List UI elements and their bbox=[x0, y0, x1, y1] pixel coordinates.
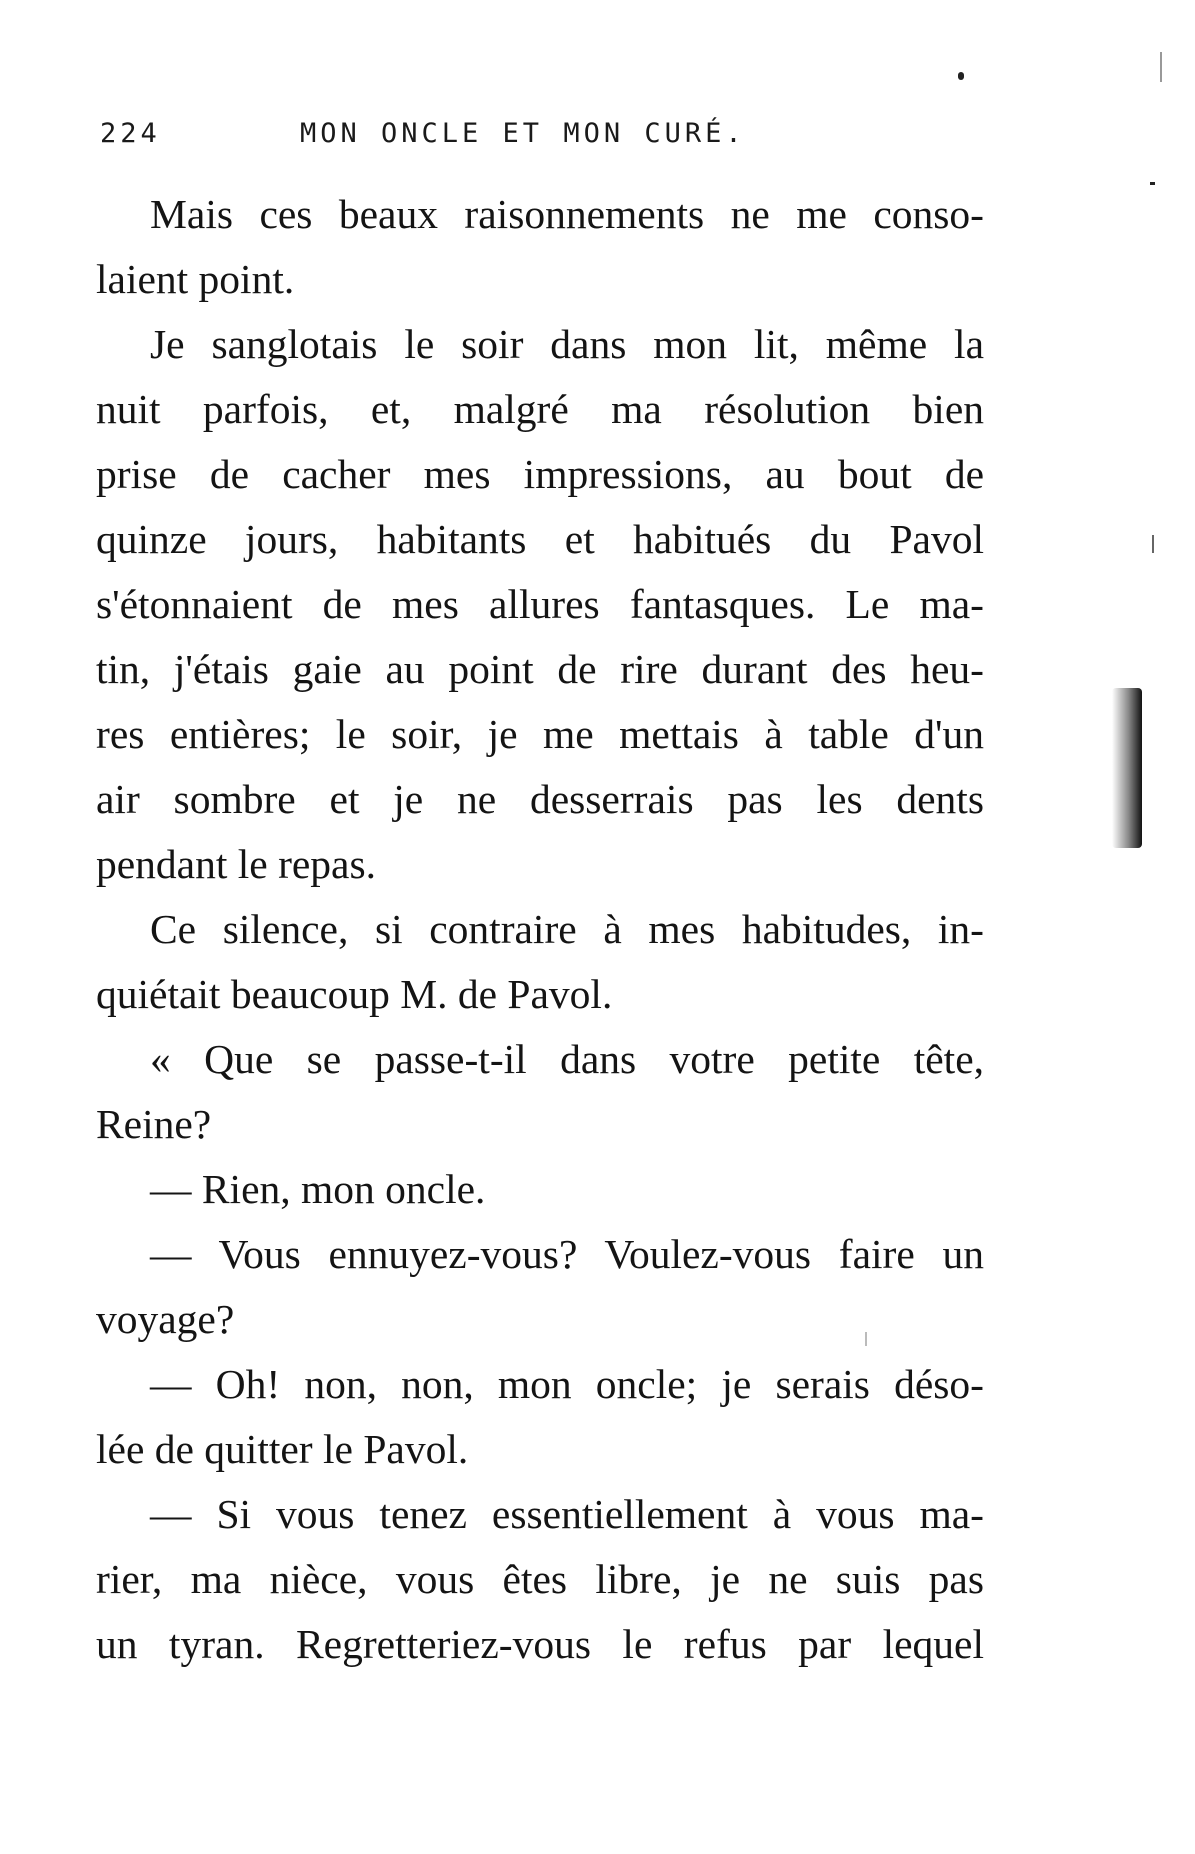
paragraph bbox=[96, 1027, 984, 1157]
text-line: un tyran. Regretteriez-vous le refus par lequel bbox=[96, 1621, 984, 1667]
text-line: Reine? bbox=[96, 1101, 212, 1147]
paragraph bbox=[96, 1482, 984, 1677]
paragraph bbox=[96, 1222, 984, 1352]
text-line: res entières; le soir, je me mettais à table d'un bbox=[96, 711, 984, 757]
running-head bbox=[100, 118, 820, 162]
text-line: Mais ces beaux raisonnements ne me conso- bbox=[150, 191, 984, 237]
paragraph bbox=[96, 1352, 984, 1482]
page-number: 224 bbox=[100, 118, 161, 149]
text-line: tin, j'étais gaie au point de rire durant des heu- bbox=[96, 646, 984, 692]
scan-speck bbox=[1160, 52, 1162, 82]
scan-speck bbox=[865, 1332, 867, 1346]
text-line: prise de cacher mes impressions, au bout de bbox=[96, 451, 984, 497]
text-line: quiétait beaucoup M. de Pavol. bbox=[96, 971, 613, 1017]
text-line: Ce silence, si contraire à mes habitudes, in- bbox=[150, 906, 984, 952]
book-title: MON ONCLE ET MON CURÉ. bbox=[300, 118, 746, 149]
scan-speck bbox=[958, 72, 964, 80]
text-line: « Que se passe-t-il dans votre petite tête, bbox=[150, 1036, 984, 1082]
text-line: Je sanglotais le soir dans mon lit, même la bbox=[150, 321, 984, 367]
text-line: laient point. bbox=[96, 256, 295, 302]
paragraph bbox=[96, 1157, 984, 1222]
text-line: — Oh! non, non, mon oncle; je serais déso- bbox=[150, 1361, 984, 1407]
text-line: — Vous ennuyez-vous? Voulez-vous faire un bbox=[150, 1231, 984, 1277]
scan-speck bbox=[1150, 182, 1155, 185]
scan-speck bbox=[1152, 535, 1154, 553]
text-line: s'étonnaient de mes allures fantasques. Le ma- bbox=[96, 581, 984, 627]
paragraph bbox=[96, 312, 984, 897]
text-line: voyage? bbox=[96, 1296, 235, 1342]
text-line: — Rien, mon oncle. bbox=[150, 1166, 486, 1212]
paragraph bbox=[96, 897, 984, 1027]
text-line: pendant le repas. bbox=[96, 841, 377, 887]
scan-edge-shadow bbox=[1112, 688, 1142, 848]
text-line: — Si vous tenez essentiellement à vous ma- bbox=[150, 1491, 984, 1537]
text-line: rier, ma nièce, vous êtes libre, je ne suis pas bbox=[96, 1556, 984, 1602]
text-line: air sombre et je ne desserrais pas les dents bbox=[96, 776, 984, 822]
text-line: quinze jours, habitants et habitués du Pavol bbox=[96, 516, 984, 562]
text-line: nuit parfois, et, malgré ma résolution bien bbox=[96, 386, 984, 432]
text-line: lée de quitter le Pavol. bbox=[96, 1426, 469, 1472]
body-text bbox=[96, 182, 984, 1677]
paragraph bbox=[96, 182, 984, 312]
